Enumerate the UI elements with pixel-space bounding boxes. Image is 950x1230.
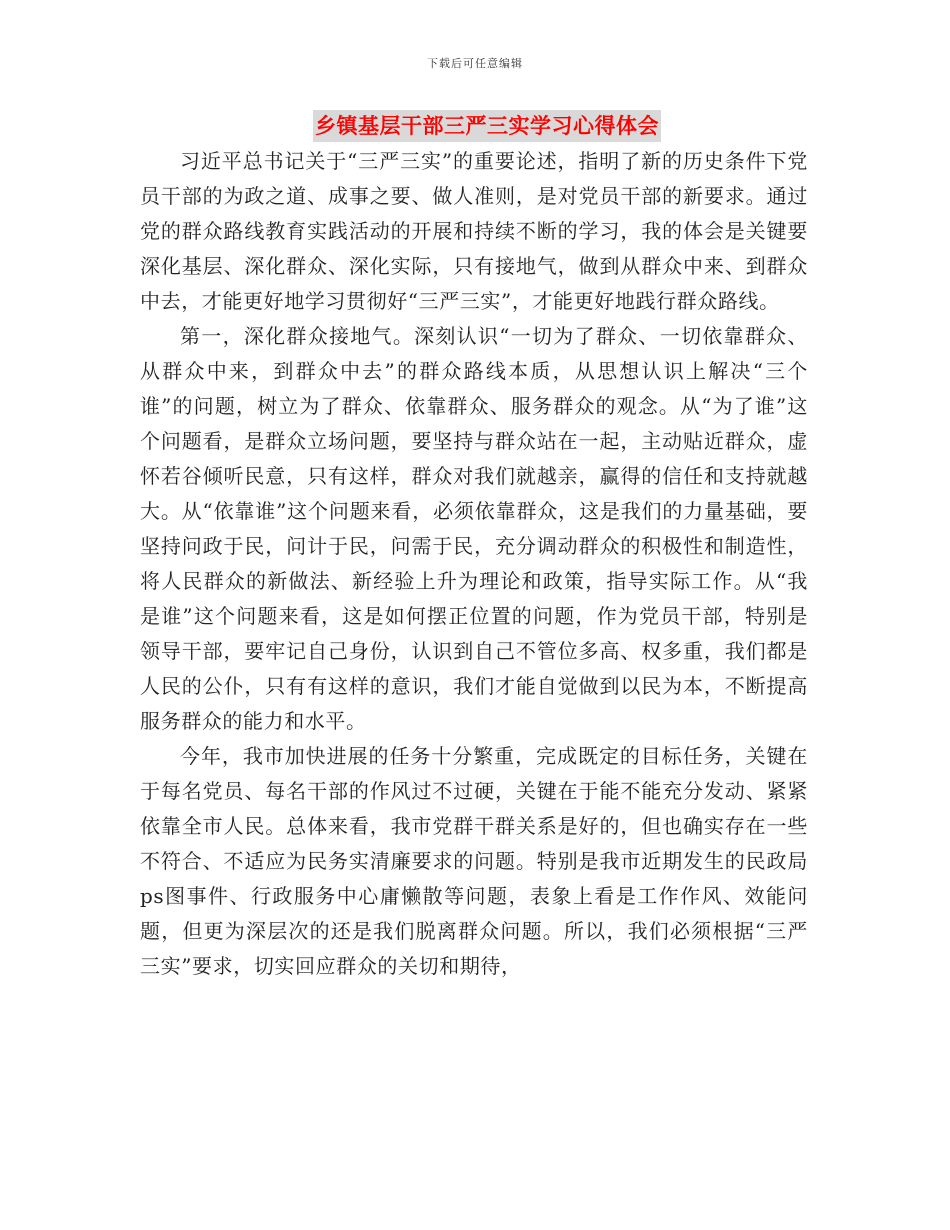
- document-body: [140, 144, 808, 984]
- document-title: 乡镇基层干部三严三实学习心得体会: [313, 110, 661, 142]
- paragraph-3: 今年，我市加快进展的任务十分繁重，完成既定的目标任务，关键在于每名党员、每名干部的作风过不过硬，关键在于能不能充分发动、紧紧依靠全市人民。总体来看，我市党群干群关系是好的，但也确实存在一些不符合、不适应为民务实清廉要求的问题。特别是我市近期发生的民政局ps图事件、行政服务中心庸懒散等问题，表象上看是工作作风、效能问题，但更为深层次的还是我们脱离群众问题。所以，我们必须根据“三严三实”要求，切实回应群众的关切和期待，: [140, 744, 808, 978]
- header-note: 下载后可任意编辑: [427, 57, 523, 70]
- paragraph-1: 习近平总书记关于“三严三实”的重要论述，指明了新的历史条件下党员干部的为政之道、成事之要、做人准则，是对党员干部的新要求。通过党的群众路线教育实践活动的开展和持续不断的学习，我的体会是关键要深化基层、深化群众、深化实际，只有接地气，做到从群众中来、到群众中去，才能更好地学习贯彻好“三严三实”，才能更好地践行群众路线。: [140, 149, 808, 313]
- title-container: [313, 110, 661, 142]
- paragraph-2: 第一，深化群众接地气。深刻认识“一切为了群众、一切依靠群众、从群众中来，到群众中去”的群众路线本质，从思想认识上解决“三个谁”的问题，树立为了群众、依靠群众、服务群众的观念。从“为了谁”这个问题看，是群众立场问题，要坚持与群众站在一起，主动贴近群众，虚怀若谷倾听民意，只有这样，群众对我们就越亲，赢得的信任和支持就越大。从“依靠谁”这个问题来看，必须依靠群众，这是我们的力量基础，要坚持问政于民，问计于民，问需于民，充分调动群众的积极性和制造性，将人民群众的新做法、新经验上升为理论和政策，指导实际工作。从“我是谁”这个问题来看，这是如何摆正位置的问题，作为党员干部，特别是领导干部，要牢记自己身份，认识到自己不管位多高、权多重，我们都是人民的公仆，只有有这样的意识，我们才能自觉做到以民为本，不断提高服务群众的能力和水平。: [140, 324, 808, 733]
